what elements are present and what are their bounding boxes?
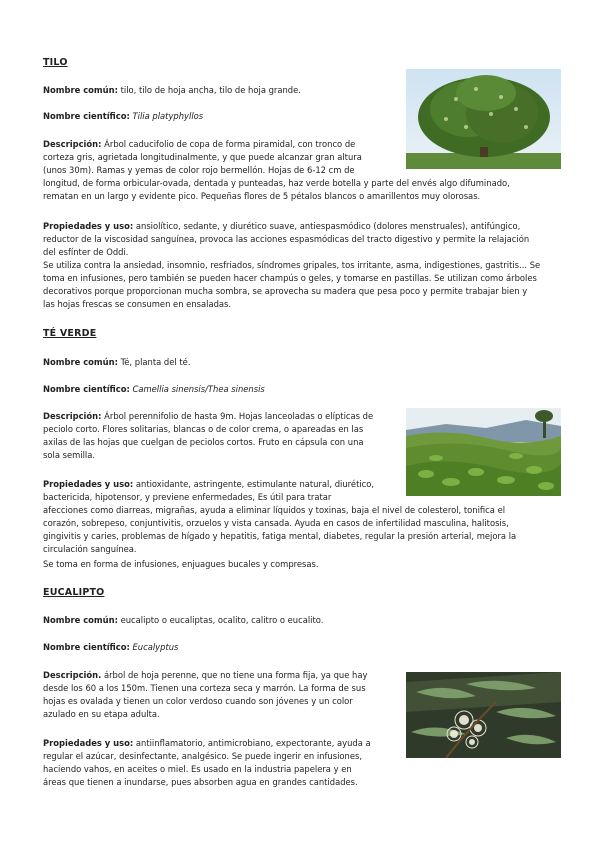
te-propiedades-line: bactericida, hipotensor, y previene enfermedades, Es útil para tratar [43,492,332,502]
tilo-propiedades-line: toma en infusiones, pero también se pueden hacer champús o geles, y tomarse en pastillas. Se utilizan como árboles [43,273,537,283]
tilo-tree-photo [406,69,561,169]
text: ansiolítico, sedante, y diurético suave, antiespasmódico (dolores menstruales), antifúngico, [133,221,521,231]
tilo-descripcion-line: longitud, de forma orbicular-ovada, dentada y punteadas, haz verde botella y parte del envés algo difuminado, [43,178,510,188]
eucalipto-propiedades-line: haciendo vahos, en aceites o miel. Es usado en la industria papelera y en [43,764,352,774]
te-propiedades-line: Se toma en forma de infusiones, enjuagues bucales y compresas. [43,559,319,569]
eucalipto-propiedades-line [43,737,371,750]
te-descripcion-line [43,410,373,423]
label: Descripción. [43,670,102,680]
label: Nombre común: [43,85,118,95]
label: Nombre científico: [43,111,130,121]
tilo-propiedades-line: reductor de la viscosidad sanguínea, provoca las acciones espasmódicas del tracto digestivo y permite la relajación [43,234,530,244]
te-nombre-comun [43,356,190,369]
section-title-te-verde: TÉ VERDE [43,328,97,339]
eucalipto-nombre-cientifico [43,641,178,654]
eucalipto-propiedades-line: áreas que tienen a inundarse, pues absorben agua en grandes cantidades. [43,777,358,787]
te-propiedades-line: afecciones como diarreas, migrañas, ayuda a eliminar líquidos y toxinas, baja el nivel de colesterol, tonifica el [43,505,506,515]
tilo-propiedades-line: decorativos porque proporcionan mucha sombra, se aprovecha su madera que pesa poco y permite trabajar bien y [43,286,528,296]
te-nombre-cientifico [43,383,265,396]
eucalipto-descripcion-line: hojas es ovalada y tienen un color verdoso cuando son jóvenes y un color [43,696,353,706]
value: eucalipto o eucaliptas, ocalito, calitro o eucalito. [117,615,324,625]
te-descripcion-line: axilas de las hojas que cuelgan de peciolos cortos. Fruto en cápsula con una [43,437,364,447]
te-propiedades-line: gingivitis y caries, problemas de hígado y hepatitis, fatiga mental, diabetes, regular la presión arterial, mejora la [43,531,517,541]
label: Propiedades y uso: [43,738,134,748]
tilo-descripcion-line [43,138,355,151]
tilo-descripcion-line: rematan en un largo y evidente pico. Pequeñas flores de 5 pétalos blancos o amarillentos muy olorosas. [43,191,481,201]
section-title-tilo: TILO [43,57,68,68]
text: Árbol caducifolio de copa de forma piramidal, con tronco de [101,139,356,149]
value: Camellia sinensis/Thea sinensis [129,384,265,394]
eucalipto-descripcion-line: azulado en su etapa adulta. [43,709,160,719]
te-descripcion-line: sola semilla. [43,450,96,460]
label: Nombre común: [43,357,118,367]
eucalipto-descripcion-line [43,669,367,682]
tilo-propiedades-line: las hojas frescas se consumen en ensaladas. [43,299,232,309]
label: Descripción: [43,411,102,421]
eucalipto-propiedades-line: regular el azúcar, desinfectante, analgésico. Se puede ingerir en infusiones, [43,751,363,761]
label: Propiedades y uso: [43,479,134,489]
tilo-propiedades-line: Se utiliza contra la ansiedad, insomnio, resfriados, síndromes gripales, tos irritante, asma, indigestiones, gastritis... Se [43,260,541,270]
label: Nombre científico: [43,384,130,394]
value: Tilia platyphyllos [129,111,204,121]
text: Árbol perennifolio de hasta 9m. Hojas lanceoladas o elípticas de [101,411,374,421]
value: Té, planta del té. [117,357,191,367]
text: árbol de hoja perenne, que no tiene una forma fija, ya que hay [101,670,368,680]
tilo-descripcion-line: corteza gris, agrietada longitudinalmente, y que puede alcanzar gran altura [43,152,362,162]
tilo-descripcion-line: (unos 30m). Ramas y yemas de color rojo bermellón. Hojas de 6-12 cm de [43,165,355,175]
label: Propiedades y uso: [43,221,134,231]
label: Nombre común: [43,615,118,625]
label: Nombre científico: [43,642,130,652]
tilo-propiedades-line: del esfínter de Oddi. [43,247,129,257]
text: antiinflamatorio, antimicrobiano, expectorante, ayuda a [133,738,371,748]
label: Descripción: [43,139,102,149]
eucalipto-nombre-comun [43,614,323,627]
tilo-propiedades-line [43,220,520,233]
eucalipto-descripcion-line: desde los 60 a los 150m. Tienen una corteza seca y marrón. La forma de sus [43,683,366,693]
value: tilo, tilo de hoja ancha, tilo de hoja grande. [117,85,301,95]
tilo-nombre-comun [43,84,301,97]
text: antioxidante, astringente, estimulante natural, diurético, [133,479,375,489]
te-descripcion-line: peciolo corto. Flores solitarias, blancas o de color crema, o apareadas en las [43,424,364,434]
value: Eucalyptus [129,642,179,652]
tilo-nombre-cientifico [43,110,203,123]
te-verde-plantation-photo [406,408,561,496]
eucalipto-leaves-photo [406,672,561,758]
te-propiedades-line: corazón, sobrepeso, conjuntivitis, orzuelos y vista cansada. Ayuda en casos de infertilidad masculina, halitosis, [43,518,509,528]
te-propiedades-line [43,478,374,491]
te-propiedades-line: circulación sanguínea. [43,544,137,554]
section-title-eucalipto: EUCALIPTO [43,587,105,598]
